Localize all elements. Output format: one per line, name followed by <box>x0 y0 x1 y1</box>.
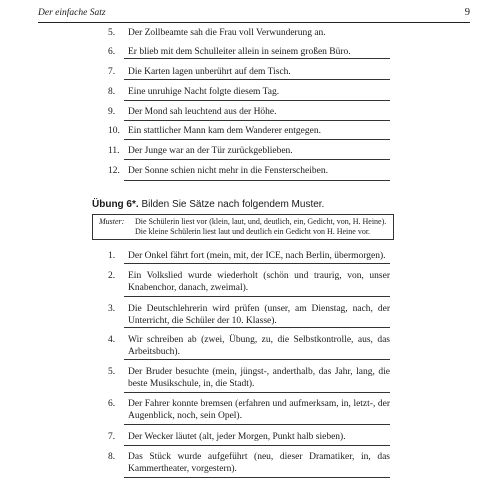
example-label: Muster: <box>99 217 125 226</box>
item-number: 8. <box>108 87 116 97</box>
item-text: Die Karten lagen unberührt auf dem Tisch. <box>128 67 291 77</box>
exercise-item <box>108 303 390 327</box>
answer-line[interactable] <box>124 79 390 80</box>
item-number: 5. <box>108 367 116 377</box>
answer-line[interactable] <box>124 58 390 59</box>
item-text: Der Fahrer konnte bremsen (erfahren und aufmerksam, in, letzt-, der Augenblick, noch, sein Opel). <box>128 399 390 421</box>
item-number: 5. <box>108 28 116 38</box>
answer-line[interactable] <box>124 139 390 140</box>
example-box <box>92 214 394 240</box>
item-number: 7. <box>108 67 116 77</box>
item-text: Der Zollbeamte sah die Frau voll Verwunderung an. <box>128 28 326 38</box>
item-text: Der Sonne schien nicht mehr in die Fensterscheiben. <box>128 166 328 176</box>
item-text: Die Deutschlehrerin wird prüfen (unser, am Dienstag, nach, der Unterricht, die Schüler der 10. Klasse). <box>128 304 390 326</box>
item-number: 3. <box>108 304 116 314</box>
item-number: 2. <box>108 271 116 281</box>
answer-line[interactable] <box>124 296 390 297</box>
item-text: Eine unruhige Nacht folgte diesem Tag. <box>128 87 280 97</box>
exercise-item <box>108 270 390 294</box>
item-text: Wir schreiben ab (zwei, Übung, zu, die Selbstkontrolle, aus, das Arbeitsbuch). <box>128 335 390 357</box>
answer-line[interactable] <box>124 477 390 478</box>
answer-line[interactable] <box>124 100 390 101</box>
item-number: 6. <box>108 399 116 409</box>
answer-line[interactable] <box>124 327 390 328</box>
exercise-item <box>108 451 390 475</box>
answer-line[interactable] <box>124 263 390 264</box>
page-header <box>38 8 470 23</box>
page-number: 9 <box>464 7 470 18</box>
item-text: Der Onkel fährt fort (mein, mit, der ICE, nach Berlin, übermorgen). <box>128 251 386 261</box>
answer-line[interactable] <box>124 392 390 393</box>
item-text: Er blieb mit dem Schulleiter allein in seinem großen Büro. <box>128 47 351 57</box>
exercise-item <box>108 398 390 422</box>
answer-line[interactable] <box>124 159 390 160</box>
exercise-item <box>108 366 390 390</box>
answer-line[interactable] <box>124 359 390 360</box>
item-number: 11. <box>108 146 120 156</box>
item-text: Der Mond sah leuchtend aus der Höhe. <box>128 107 277 117</box>
item-text: Ein stattlicher Mann kam dem Wanderer entgegen. <box>128 126 321 136</box>
example-line-2: Die kleine Schülerin liest laut und deutlich ein Gedicht von H. Heine vor. <box>135 227 371 236</box>
answer-line[interactable] <box>124 424 390 425</box>
exercise-heading <box>92 199 324 210</box>
item-number: 7. <box>108 432 116 442</box>
item-text: Der Bruder besuchte (mein, jüngst-, anderthalb, das Jahr, lang, die beste Musikschule, in, die Stadt). <box>128 367 390 389</box>
item-text: Ein Volkslied wurde wiederholt (schön und traurig, von, unser Knabenchor, danach, zweimal). <box>128 271 390 293</box>
item-text: Das Stück wurde aufgeführt (neu, dieser Dramatiker, in, das Kammertheater, vorgestern). <box>128 452 390 474</box>
item-number: 6. <box>108 47 116 57</box>
item-number: 8. <box>108 452 116 462</box>
item-number: 12. <box>108 166 120 176</box>
item-number: 10. <box>108 126 120 136</box>
answer-line[interactable] <box>124 120 390 121</box>
item-number: 1. <box>108 251 116 261</box>
exercise-instruction: Bilden Sie Sätze nach folgendem Muster. <box>138 199 325 210</box>
answer-line[interactable] <box>124 180 390 181</box>
item-text: Der Junge war an der Tür zurückgeblieben. <box>128 146 293 156</box>
item-number: 9. <box>108 107 116 117</box>
chapter-title: Der einfache Satz <box>38 8 106 18</box>
item-text: Der Wecker läutet (alt, jeder Morgen, Punkt halb sieben). <box>128 432 346 442</box>
exercise-item <box>108 431 390 443</box>
example-line-1: Die Schülerin liest vor (klein, laut, und, deutlich, ein, Gedicht, von, H. Heine). <box>135 217 387 226</box>
exercise-item <box>108 334 390 358</box>
item-number: 4. <box>108 335 116 345</box>
exercise-label: Übung 6*. <box>92 199 139 210</box>
exercise-item <box>108 250 390 262</box>
answer-line[interactable] <box>124 445 390 446</box>
